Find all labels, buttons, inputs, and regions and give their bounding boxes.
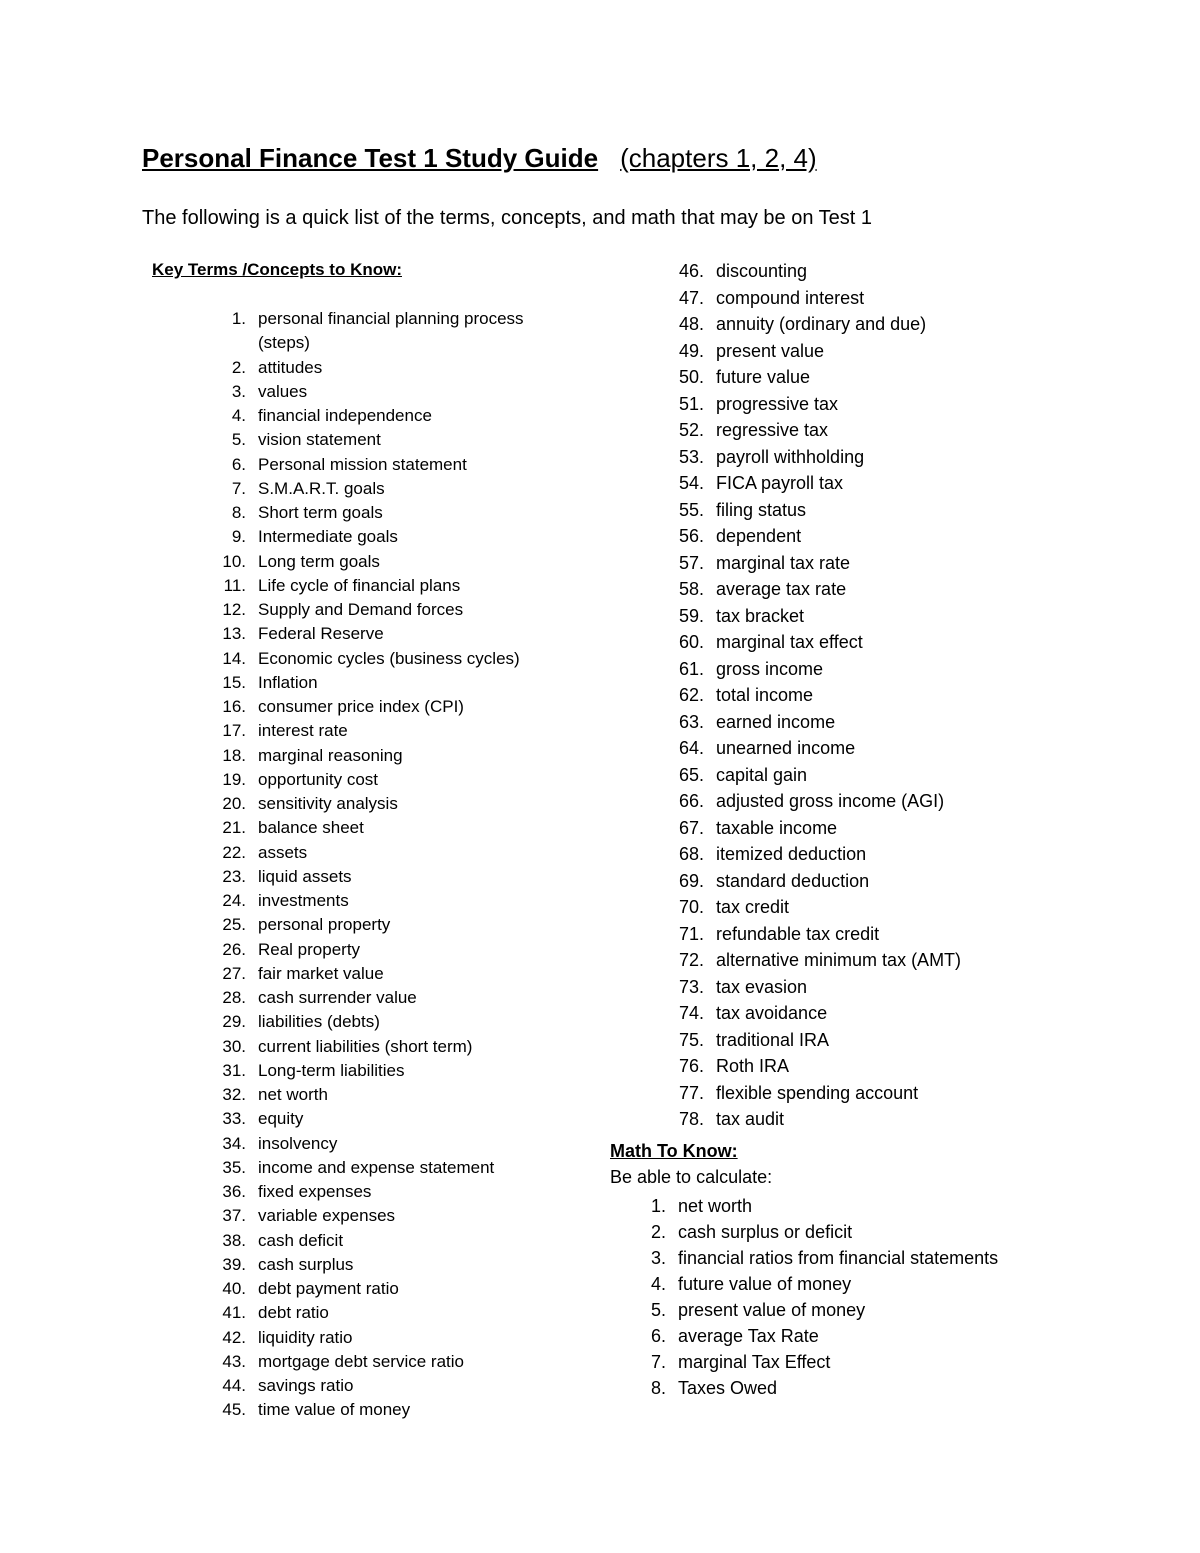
list-item-number: 4. (231, 406, 246, 425)
list-item (210, 1253, 570, 1277)
list-item-text: FICA payroll tax (716, 473, 844, 493)
list-item-text: Taxes Owed (678, 1378, 778, 1398)
list-item-text: tax evasion (716, 976, 808, 997)
list-item (210, 1374, 570, 1398)
list-item-number: 48. (678, 314, 704, 334)
list-item-number: 5. (231, 430, 246, 450)
list-item-text: attitudes (258, 357, 323, 377)
list-item (668, 470, 1088, 497)
list-item (210, 1398, 570, 1422)
list-item-text: Real property (258, 939, 361, 959)
list-item-number: 3. (650, 1248, 666, 1268)
list-item (668, 709, 1088, 736)
list-item (668, 1053, 1088, 1080)
list-item (668, 603, 1088, 630)
list-item-number: 74. (678, 1003, 704, 1023)
list-item-text: standard deduction (716, 870, 870, 891)
list-item-text: marginal reasoning (258, 745, 403, 765)
list-item-number: 47. (678, 287, 704, 308)
list-item (210, 1204, 570, 1228)
list-item (668, 364, 1088, 391)
list-item-text: future value (716, 367, 811, 387)
list-item-text: unearned income (716, 738, 856, 758)
list-item (668, 417, 1088, 444)
list-item (668, 338, 1088, 365)
list-item (210, 1132, 570, 1156)
list-item-number: 65. (678, 764, 704, 785)
list-item (630, 1245, 998, 1271)
list-item-number: 46. (678, 261, 704, 281)
list-item-text: Federal Reserve (258, 624, 384, 644)
list-item (210, 962, 570, 986)
list-item (630, 1349, 998, 1375)
list-item (210, 501, 570, 525)
list-item (210, 816, 570, 840)
list-item-text: balance sheet (258, 818, 364, 838)
list-item (630, 1375, 998, 1401)
list-item-number: 3. (231, 381, 246, 401)
list-item (668, 868, 1088, 895)
list-item-text: Economic cycles (business cycles) (258, 648, 520, 668)
list-item-number: 14. (222, 648, 246, 668)
list-item (210, 1326, 570, 1350)
list-item (668, 841, 1088, 868)
list-item (630, 1271, 998, 1297)
key-terms-heading: Key Terms /Concepts to Know: (152, 260, 402, 279)
list-item-number: 12. (222, 600, 246, 619)
list-item-text: personal property (258, 915, 391, 935)
list-item-text: equity (258, 1109, 304, 1129)
list-item (210, 719, 570, 743)
list-item (210, 380, 570, 404)
list-item (210, 404, 570, 428)
list-item-number: 53. (678, 446, 704, 467)
list-item (210, 938, 570, 962)
list-item-number: 56. (678, 526, 704, 546)
list-item (210, 453, 570, 477)
list-item (668, 285, 1088, 312)
list-item-text: tax credit (716, 897, 790, 917)
list-item-number: 50. (678, 367, 704, 387)
list-item-number: 2. (231, 357, 246, 377)
list-item (210, 913, 570, 937)
list-item-number: 10. (222, 551, 246, 571)
list-item (210, 1277, 570, 1301)
key-terms-list-left (210, 307, 570, 1423)
list-item (210, 671, 570, 695)
list-item (210, 1083, 570, 1107)
list-item-text: Long-term liabilities (258, 1060, 405, 1080)
list-item (668, 258, 1088, 285)
list-item-number: 18. (222, 745, 246, 765)
list-item (668, 497, 1088, 524)
list-item-number: 26. (222, 939, 246, 959)
list-item-text: net worth (678, 1196, 753, 1216)
list-item-text: marginal Tax Effect (678, 1352, 831, 1372)
math-intro: Be able to calculate: (610, 1167, 773, 1187)
title-main: Personal Finance Test 1 Study Guide (142, 143, 599, 173)
list-item-text: Intermediate goals (258, 527, 398, 547)
list-item-text: marginal tax rate (716, 552, 851, 573)
list-item-number: 30. (222, 1036, 246, 1056)
list-item-number: 55. (678, 499, 704, 520)
list-item-text: assets (258, 842, 308, 862)
list-item (668, 576, 1088, 603)
list-item-number: 6. (650, 1326, 666, 1346)
list-item (210, 792, 570, 816)
list-item (210, 525, 570, 549)
list-item-number: 28. (222, 988, 246, 1007)
list-item-number: 57. (678, 552, 704, 573)
list-item-text: consumer price index (CPI) (258, 697, 464, 716)
list-item (210, 307, 570, 356)
list-item (210, 477, 570, 501)
list-item-number: 33. (222, 1109, 246, 1129)
list-item-text: cash surplus or deficit (678, 1222, 853, 1242)
list-item-text: dependent (716, 526, 802, 546)
title-chapters: (chapters 1, 2, 4) (620, 143, 817, 173)
list-item-text: liabilities (debts) (258, 1012, 380, 1032)
list-item (210, 841, 570, 865)
list-item-number: 8. (231, 503, 246, 522)
list-item-text: future value of money (678, 1274, 852, 1294)
list-item (210, 744, 570, 768)
list-item-text: marginal tax effect (716, 632, 863, 652)
list-item-text: Long term goals (258, 551, 380, 571)
list-item-number: 59. (678, 605, 704, 626)
list-item-text: annuity (ordinary and due) (716, 314, 927, 334)
list-item-number: 31. (222, 1060, 246, 1080)
list-item-number: 78. (678, 1109, 704, 1129)
list-item (668, 682, 1088, 709)
list-item-text: debt payment ratio (258, 1279, 399, 1298)
key-terms-list-right (668, 258, 1088, 1133)
list-item (210, 1301, 570, 1325)
list-item-text: refundable tax credit (716, 923, 880, 944)
list-item-text: sensitivity analysis (258, 794, 398, 813)
list-item (668, 444, 1088, 471)
intro-text: The following is a quick list of the terms, concepts, and math that may be on Test 1 (142, 207, 872, 229)
list-item-number: 60. (678, 632, 704, 652)
list-item-text: opportunity cost (258, 769, 379, 789)
list-item-number: 1. (650, 1196, 666, 1216)
page-title (142, 143, 817, 174)
list-item-text: Supply and Demand forces (258, 600, 464, 619)
list-item-text: vision statement (258, 430, 381, 450)
list-item-text: payroll withholding (716, 446, 865, 467)
list-item-text: Inflation (258, 672, 318, 692)
list-item (210, 889, 570, 913)
list-item-number: 2. (650, 1222, 666, 1242)
list-item-number: 69. (678, 870, 704, 891)
list-item-text: average tax rate (716, 579, 847, 599)
list-item-number: 25. (222, 915, 246, 935)
list-item (668, 656, 1088, 683)
list-item-text: Personal mission statement (258, 454, 467, 474)
list-item-text: cash surrender value (258, 988, 417, 1007)
list-item (668, 1106, 1088, 1133)
list-item (210, 574, 570, 598)
list-item-number: 37. (222, 1206, 246, 1226)
list-item-text: present value of money (678, 1300, 866, 1320)
list-item-number: 68. (678, 844, 704, 864)
list-item (210, 1350, 570, 1374)
list-item-number: 62. (678, 685, 704, 705)
list-item-number: 38. (222, 1230, 246, 1250)
list-item-text: variable expenses (258, 1206, 396, 1226)
list-item (210, 598, 570, 622)
list-item-text: fixed expenses (258, 1182, 372, 1201)
list-item (210, 428, 570, 452)
list-item-number: 42. (222, 1327, 246, 1347)
list-item-number: 24. (222, 891, 246, 910)
list-item-number: 49. (678, 340, 704, 361)
list-item (210, 622, 570, 646)
list-item-number: 76. (678, 1056, 704, 1076)
list-item-number: 35. (222, 1157, 246, 1177)
list-item (668, 735, 1088, 762)
list-item-text: earned income (716, 711, 836, 732)
list-item-text: regressive tax (716, 420, 829, 440)
list-item (630, 1297, 998, 1323)
list-item-number: 6. (231, 454, 246, 474)
list-item-number: 41. (222, 1303, 246, 1323)
list-item-number: 5. (650, 1300, 666, 1320)
list-item-text: mortgage debt service ratio (258, 1351, 464, 1371)
list-item-number: 23. (222, 866, 246, 886)
list-item-number: 11. (223, 575, 246, 595)
list-item-text: cash deficit (258, 1230, 344, 1250)
list-item-text: income and expense statement (258, 1157, 495, 1177)
list-item-number: 75. (678, 1029, 704, 1050)
list-item (210, 768, 570, 792)
list-item-text: tax audit (716, 1109, 785, 1129)
list-item-number: 43. (222, 1351, 246, 1371)
list-item (668, 1000, 1088, 1027)
list-item-text: insolvency (258, 1133, 338, 1153)
list-item-text: liquidity ratio (258, 1327, 353, 1347)
list-item-text: values (258, 381, 308, 401)
list-item (668, 788, 1088, 815)
list-item (210, 647, 570, 671)
list-item-text: adjusted gross income (AGI) (716, 791, 945, 811)
list-item-number: 36. (222, 1182, 246, 1201)
list-item-text: progressive tax (716, 393, 839, 414)
list-item-text: financial independence (258, 406, 432, 425)
list-item-number: 39. (222, 1254, 246, 1274)
list-item-number: 61. (678, 658, 704, 679)
list-item (630, 1219, 998, 1245)
list-item-number: 13. (222, 624, 246, 644)
list-item-number: 16. (222, 697, 246, 716)
list-item-text: financial ratios from financial statements (678, 1248, 999, 1268)
list-item-number: 21. (222, 818, 246, 838)
list-item-text: traditional IRA (716, 1029, 830, 1050)
list-item (668, 550, 1088, 577)
list-item (668, 311, 1088, 338)
list-item (210, 1156, 570, 1180)
list-item-number: 17. (222, 721, 246, 741)
list-item (210, 1180, 570, 1204)
list-item-text: savings ratio (258, 1376, 354, 1395)
list-item (210, 356, 570, 380)
list-item-number: 51. (678, 393, 704, 414)
list-item-number: 54. (678, 473, 704, 493)
list-item (630, 1193, 998, 1219)
list-item-number: 7. (231, 478, 246, 498)
list-item (668, 921, 1088, 948)
list-item-number: 4. (650, 1274, 666, 1294)
list-item (668, 974, 1088, 1001)
list-item-text: tax bracket (716, 605, 805, 626)
list-item (210, 695, 570, 719)
list-item-number: 1. (231, 309, 246, 328)
list-item-text: present value (716, 340, 825, 361)
list-item-number: 63. (678, 711, 704, 732)
list-item-number: 32. (222, 1085, 246, 1104)
list-item (668, 1027, 1088, 1054)
list-item-text: fair market value (258, 963, 384, 983)
list-item-text: gross income (716, 658, 824, 679)
list-item (668, 629, 1088, 656)
list-item (668, 391, 1088, 418)
list-item-text: flexible spending account (716, 1082, 919, 1103)
math-list (630, 1193, 998, 1401)
list-item (210, 986, 570, 1010)
list-item (668, 523, 1088, 550)
list-item-number: 7. (650, 1352, 666, 1372)
list-item-text: cash surplus (258, 1254, 354, 1274)
list-item-text: taxable income (716, 817, 838, 838)
list-item-text: time value of money (258, 1400, 411, 1420)
list-item-text: interest rate (258, 721, 348, 741)
list-item (210, 1010, 570, 1034)
list-item-number: 71. (678, 923, 704, 944)
list-item-text: S.M.A.R.T. goals (258, 478, 385, 498)
list-item-number: 27. (222, 963, 246, 983)
list-item-number: 72. (678, 950, 704, 970)
list-item-text: itemized deduction (716, 844, 867, 864)
list-item-number: 22. (222, 842, 246, 862)
math-heading: Math To Know: (610, 1141, 738, 1161)
list-item-number: 40. (222, 1279, 246, 1298)
list-item-number: 19. (222, 769, 246, 789)
list-item (210, 1107, 570, 1131)
list-item (210, 1059, 570, 1083)
list-item (668, 815, 1088, 842)
list-item-text: compound interest (716, 287, 865, 308)
list-item-number: 20. (222, 794, 246, 813)
list-item-text: investments (258, 891, 349, 910)
list-item-text: net worth (258, 1085, 328, 1104)
list-item-number: 70. (678, 897, 704, 917)
list-item-text: filing status (716, 499, 807, 520)
list-item-number: 67. (678, 817, 704, 838)
list-item (210, 865, 570, 889)
list-item-text: capital gain (716, 764, 808, 785)
list-item-text: alternative minimum tax (AMT) (716, 950, 962, 970)
list-item (210, 550, 570, 574)
list-item-number: 34. (222, 1133, 246, 1153)
list-item-text: Life cycle of financial plans (258, 575, 461, 595)
list-item-text: personal financial planning process (steps) (258, 309, 524, 353)
list-item-number: 77. (678, 1082, 704, 1103)
list-item-number: 52. (678, 420, 704, 440)
list-item (630, 1323, 998, 1349)
list-item-number: 73. (678, 976, 704, 997)
list-item-number: 8. (650, 1378, 666, 1398)
list-item-number: 29. (222, 1012, 246, 1032)
list-item-text: total income (716, 685, 814, 705)
list-item-number: 66. (678, 791, 704, 811)
list-item-text: discounting (716, 261, 808, 281)
list-item-number: 9. (231, 527, 246, 547)
list-item-text: liquid assets (258, 866, 352, 886)
list-item-number: 45. (222, 1400, 246, 1420)
list-item-text: current liabilities (short term) (258, 1036, 473, 1056)
list-item (668, 1080, 1088, 1107)
list-item-number: 44. (222, 1376, 246, 1395)
list-item (668, 762, 1088, 789)
list-item (210, 1035, 570, 1059)
list-item-number: 58. (678, 579, 704, 599)
list-item-text: debt ratio (258, 1303, 329, 1323)
list-item-number: 64. (678, 738, 704, 758)
list-item-text: Roth IRA (716, 1056, 790, 1076)
list-item-text: Short term goals (258, 503, 383, 522)
list-item-number: 15. (222, 672, 246, 692)
list-item (210, 1229, 570, 1253)
list-item-text: average Tax Rate (678, 1326, 819, 1346)
list-item-text: tax avoidance (716, 1003, 828, 1023)
list-item (668, 947, 1088, 974)
list-item (668, 894, 1088, 921)
